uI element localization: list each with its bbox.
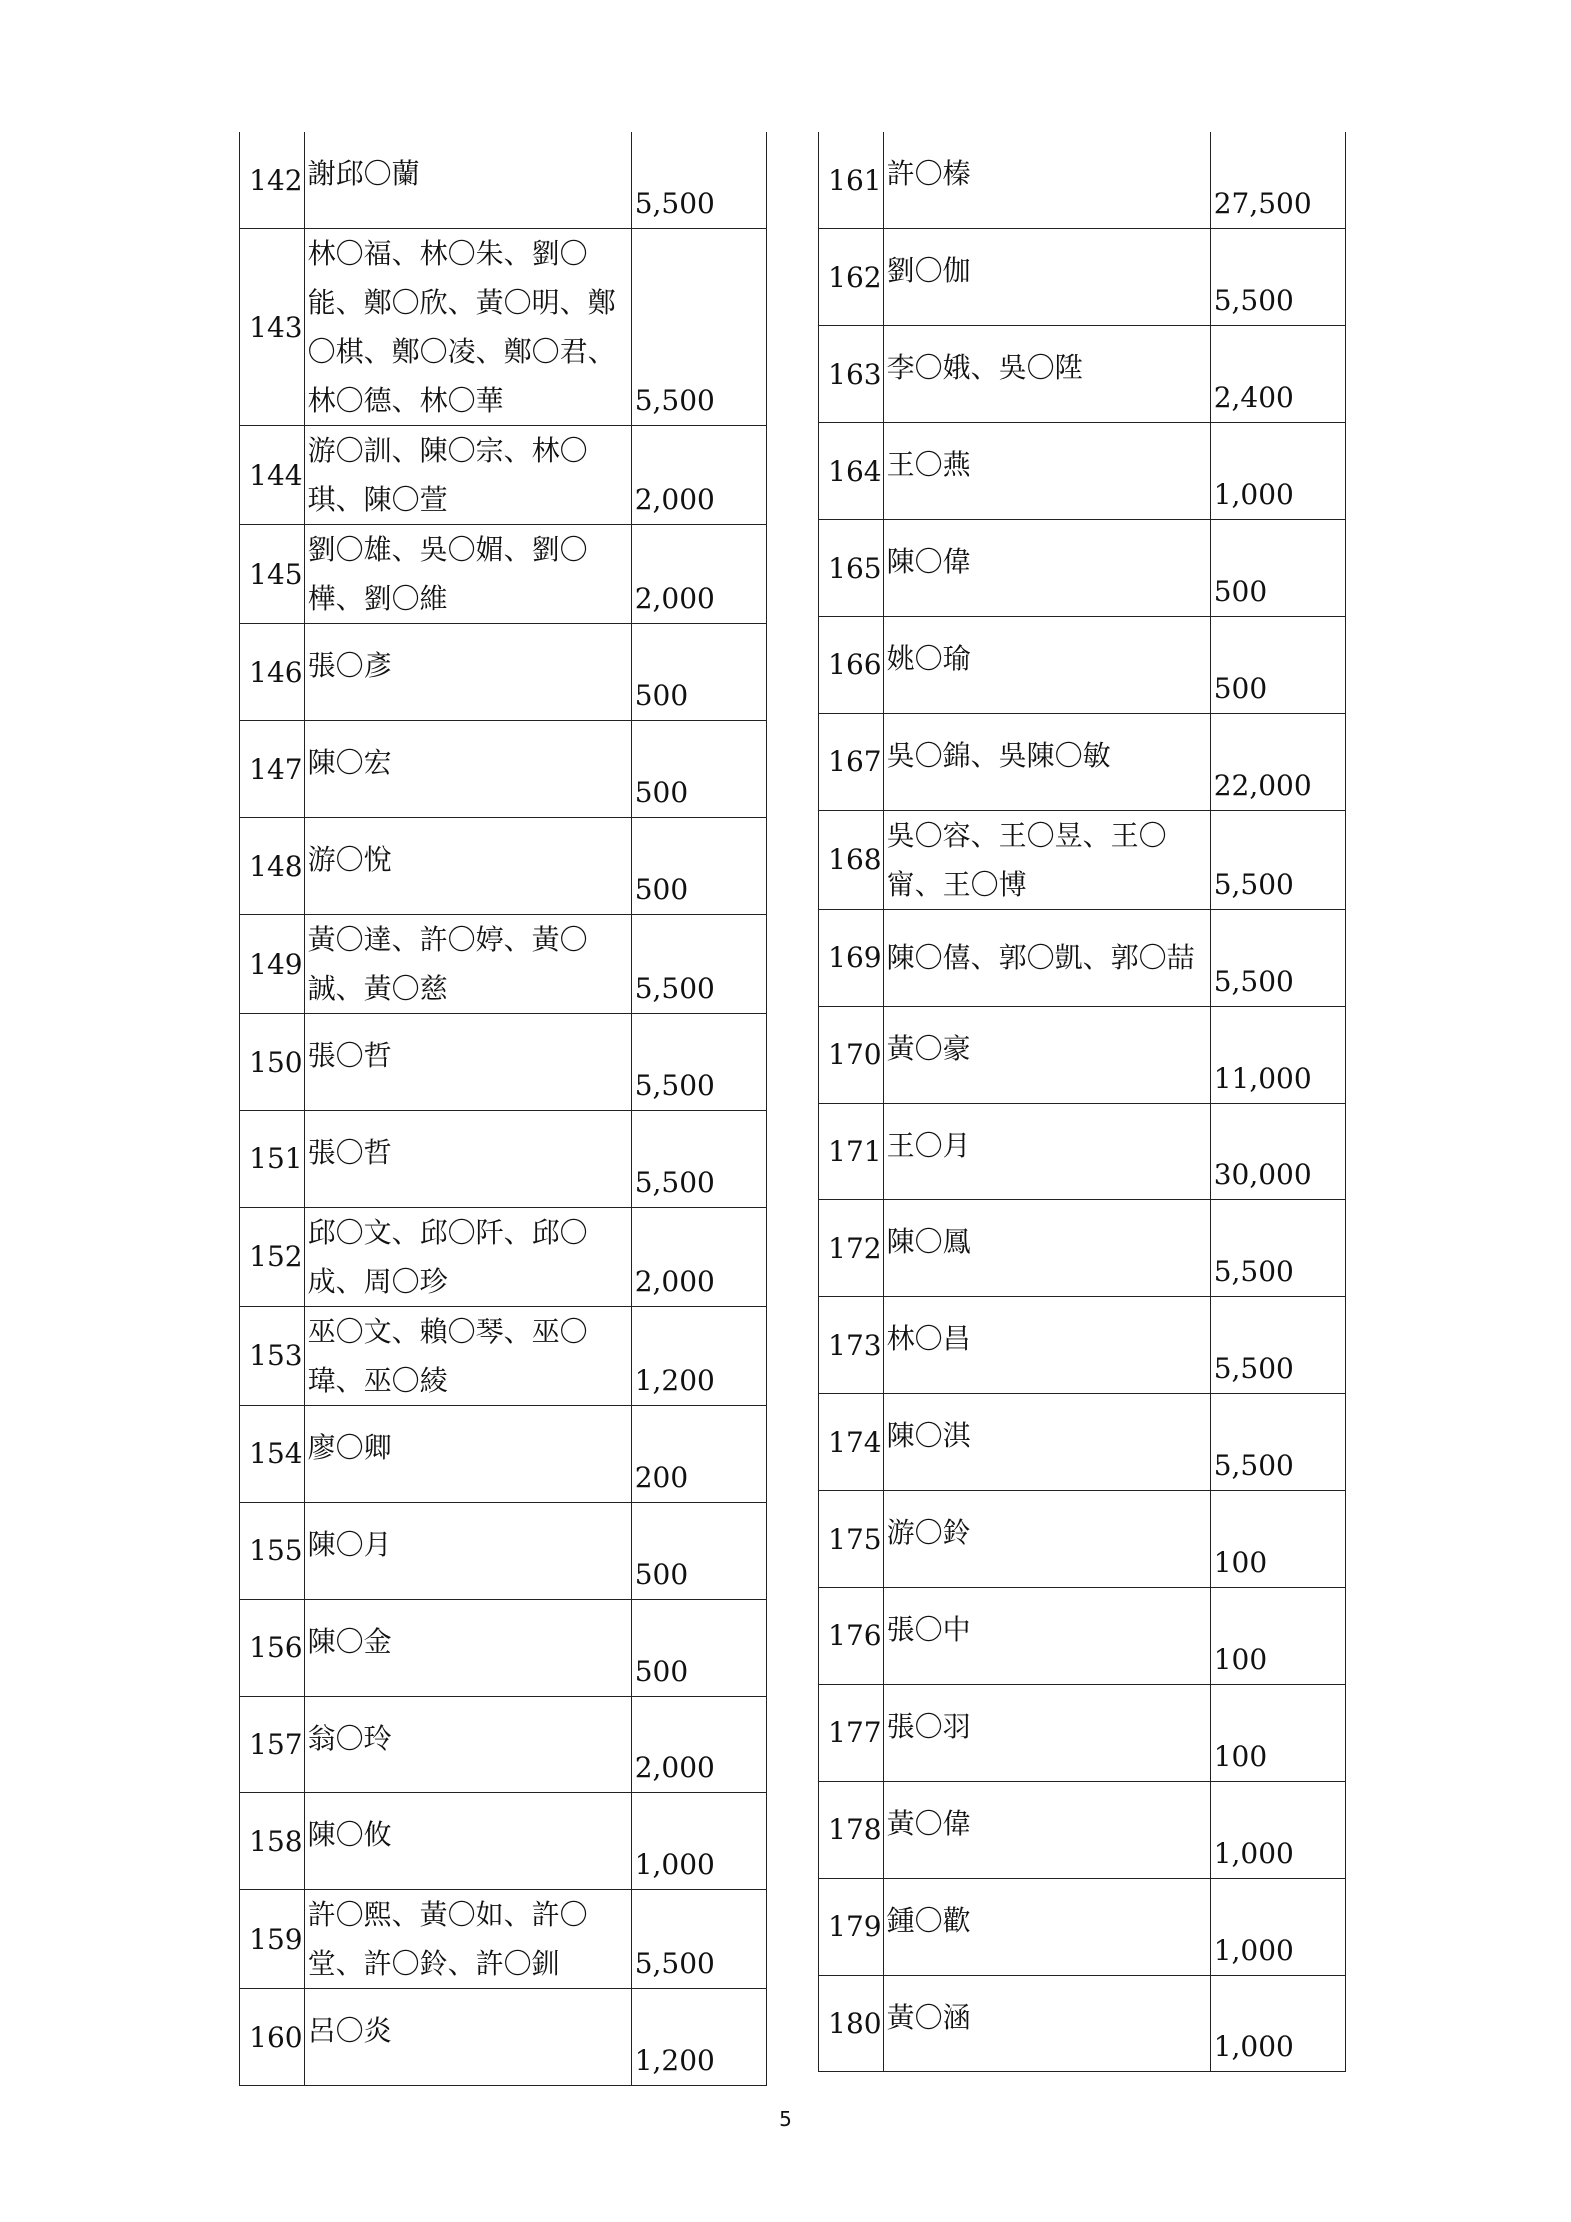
donor-name: 陳〇偉 (883, 520, 1210, 617)
table-row (819, 1878, 1346, 1975)
row-number: 166 (819, 616, 884, 713)
row-number: 153 (240, 1306, 305, 1405)
row-number: 177 (819, 1684, 884, 1781)
row-number: 144 (240, 426, 305, 525)
donor-name: 林〇福、林〇朱、劉〇能、鄭〇欣、黃〇明、鄭〇棋、鄭〇凌、鄭〇君、林〇德、林〇華 (304, 229, 631, 426)
table-row (819, 1006, 1346, 1103)
row-number: 173 (819, 1297, 884, 1394)
row-number: 161 (819, 132, 884, 229)
row-number: 147 (240, 721, 305, 818)
donation-amount: 2,000 (631, 1696, 766, 1793)
row-number: 176 (819, 1587, 884, 1684)
donor-name: 游〇訓、陳〇宗、林〇琪、陳〇萱 (304, 426, 631, 525)
donation-amount: 500 (1210, 616, 1345, 713)
donation-amount: 5,500 (631, 1890, 766, 1989)
table-row (240, 1989, 767, 2086)
donor-name: 王〇月 (883, 1103, 1210, 1200)
row-number: 142 (240, 132, 305, 229)
donation-amount: 5,500 (1210, 909, 1345, 1006)
donation-amount: 500 (631, 624, 766, 721)
row-number: 168 (819, 810, 884, 909)
donation-amount: 5,500 (1210, 1297, 1345, 1394)
donor-name: 張〇羽 (883, 1684, 1210, 1781)
table-row (819, 1781, 1346, 1878)
donation-amount: 1,200 (631, 1989, 766, 2086)
table-row (819, 616, 1346, 713)
donor-name: 陳〇攸 (304, 1793, 631, 1890)
donation-amount: 100 (1210, 1587, 1345, 1684)
row-number: 163 (819, 326, 884, 423)
row-number: 152 (240, 1207, 305, 1306)
table-row (819, 132, 1346, 229)
table-row (819, 520, 1346, 617)
donor-name: 陳〇宏 (304, 721, 631, 818)
table-row (819, 1103, 1346, 1200)
row-number: 167 (819, 713, 884, 810)
table-row (240, 229, 767, 426)
table-row (819, 229, 1346, 326)
donor-name: 翁〇玲 (304, 1696, 631, 1793)
donation-amount: 5,500 (1210, 1200, 1345, 1297)
donation-amount: 11,000 (1210, 1006, 1345, 1103)
row-number: 171 (819, 1103, 884, 1200)
donor-name: 黃〇涵 (883, 1975, 1210, 2072)
table-row (819, 713, 1346, 810)
donation-table-left (239, 132, 767, 2086)
row-number: 172 (819, 1200, 884, 1297)
donation-amount: 1,000 (631, 1793, 766, 1890)
donation-amount: 2,000 (631, 426, 766, 525)
donation-amount: 5,500 (631, 1014, 766, 1111)
donor-name: 張〇哲 (304, 1014, 631, 1111)
donor-name: 黃〇達、許〇婷、黃〇誠、黃〇慈 (304, 915, 631, 1014)
donation-amount: 100 (1210, 1684, 1345, 1781)
donor-name: 林〇昌 (883, 1297, 1210, 1394)
donation-amount: 2,000 (631, 525, 766, 624)
row-number: 165 (819, 520, 884, 617)
donation-amount: 1,000 (1210, 1878, 1345, 1975)
table-row (819, 326, 1346, 423)
table-row (240, 1502, 767, 1599)
table-row (240, 1696, 767, 1793)
row-number: 159 (240, 1890, 305, 1989)
donation-amount: 2,400 (1210, 326, 1345, 423)
donation-amount: 1,000 (1210, 1781, 1345, 1878)
row-number: 170 (819, 1006, 884, 1103)
donation-amount: 500 (631, 721, 766, 818)
donor-name: 許〇榛 (883, 132, 1210, 229)
row-number: 151 (240, 1110, 305, 1207)
table-row (819, 423, 1346, 520)
donor-name: 李〇娥、吳〇陞 (883, 326, 1210, 423)
table-row (240, 1793, 767, 1890)
row-number: 169 (819, 909, 884, 1006)
table-row (240, 1207, 767, 1306)
table-row (240, 525, 767, 624)
table-row (819, 1975, 1346, 2072)
row-number: 175 (819, 1491, 884, 1588)
donation-amount: 200 (631, 1405, 766, 1502)
donor-name: 張〇彥 (304, 624, 631, 721)
row-number: 157 (240, 1696, 305, 1793)
row-number: 149 (240, 915, 305, 1014)
row-number: 160 (240, 1989, 305, 2086)
donor-name: 鍾〇歡 (883, 1878, 1210, 1975)
donor-name: 姚〇瑜 (883, 616, 1210, 713)
table-row (819, 1297, 1346, 1394)
donation-amount: 500 (631, 818, 766, 915)
donation-amount: 5,500 (631, 1110, 766, 1207)
row-number: 179 (819, 1878, 884, 1975)
donor-name: 黃〇豪 (883, 1006, 1210, 1103)
row-number: 174 (819, 1394, 884, 1491)
row-number: 143 (240, 229, 305, 426)
donor-name: 劉〇伽 (883, 229, 1210, 326)
donation-amount: 500 (631, 1502, 766, 1599)
donor-name: 吳〇錦、吳陳〇敏 (883, 713, 1210, 810)
row-number: 158 (240, 1793, 305, 1890)
table-row (240, 624, 767, 721)
row-number: 162 (819, 229, 884, 326)
row-number: 146 (240, 624, 305, 721)
donor-name: 游〇鈴 (883, 1491, 1210, 1588)
row-number: 178 (819, 1781, 884, 1878)
donation-amount: 30,000 (1210, 1103, 1345, 1200)
donor-name: 王〇燕 (883, 423, 1210, 520)
donor-name: 巫〇文、賴〇琴、巫〇瑋、巫〇綾 (304, 1306, 631, 1405)
donor-name: 劉〇雄、吳〇媚、劉〇樺、劉〇維 (304, 525, 631, 624)
table-row (240, 721, 767, 818)
table-row (240, 1599, 767, 1696)
donor-name: 陳〇金 (304, 1599, 631, 1696)
donor-name: 陳〇鳳 (883, 1200, 1210, 1297)
donation-amount: 100 (1210, 1491, 1345, 1588)
table-row (819, 909, 1346, 1006)
page-number: 5 (779, 2107, 792, 2131)
row-number: 150 (240, 1014, 305, 1111)
donation-amount: 1,000 (1210, 1975, 1345, 2072)
row-number: 148 (240, 818, 305, 915)
donation-amount: 5,500 (1210, 229, 1345, 326)
donor-name: 吳〇容、王〇昱、王〇甯、王〇博 (883, 810, 1210, 909)
donor-name: 張〇中 (883, 1587, 1210, 1684)
donor-name: 張〇哲 (304, 1110, 631, 1207)
table-row (819, 1491, 1346, 1588)
donation-amount: 1,200 (631, 1306, 766, 1405)
donor-name: 陳〇僖、郭〇凱、郭〇喆 (883, 909, 1210, 1006)
donation-amount: 5,500 (631, 132, 766, 229)
donor-name: 呂〇炎 (304, 1989, 631, 2086)
donation-amount: 500 (631, 1599, 766, 1696)
table-row (819, 1200, 1346, 1297)
donor-name: 黃〇偉 (883, 1781, 1210, 1878)
donor-name: 許〇熙、黃〇如、許〇堂、許〇鈴、許〇釧 (304, 1890, 631, 1989)
donation-amount: 2,000 (631, 1207, 766, 1306)
row-number: 154 (240, 1405, 305, 1502)
donation-amount: 500 (1210, 520, 1345, 617)
donation-amount: 5,500 (1210, 810, 1345, 909)
table-row (819, 1394, 1346, 1491)
table-row (819, 1684, 1346, 1781)
row-number: 155 (240, 1502, 305, 1599)
donation-amount: 5,500 (631, 915, 766, 1014)
donation-amount: 22,000 (1210, 713, 1345, 810)
table-row (240, 1890, 767, 1989)
table-row (819, 810, 1346, 909)
table-row (240, 132, 767, 229)
table-row (240, 818, 767, 915)
donation-amount: 5,500 (1210, 1394, 1345, 1491)
donation-amount: 27,500 (1210, 132, 1345, 229)
row-number: 156 (240, 1599, 305, 1696)
table-row (819, 1587, 1346, 1684)
table-row (240, 1306, 767, 1405)
table-row (240, 1405, 767, 1502)
donation-amount: 5,500 (631, 229, 766, 426)
table-row (240, 915, 767, 1014)
row-number: 145 (240, 525, 305, 624)
donor-name: 廖〇卿 (304, 1405, 631, 1502)
donor-name: 游〇悅 (304, 818, 631, 915)
donor-name: 謝邱〇蘭 (304, 132, 631, 229)
table-row (240, 1110, 767, 1207)
donor-name: 陳〇淇 (883, 1394, 1210, 1491)
donor-name: 陳〇月 (304, 1502, 631, 1599)
donor-name: 邱〇文、邱〇阡、邱〇成、周〇珍 (304, 1207, 631, 1306)
table-row (240, 426, 767, 525)
donation-table-right (818, 132, 1346, 2072)
table-row (240, 1014, 767, 1111)
row-number: 180 (819, 1975, 884, 2072)
donation-amount: 1,000 (1210, 423, 1345, 520)
row-number: 164 (819, 423, 884, 520)
